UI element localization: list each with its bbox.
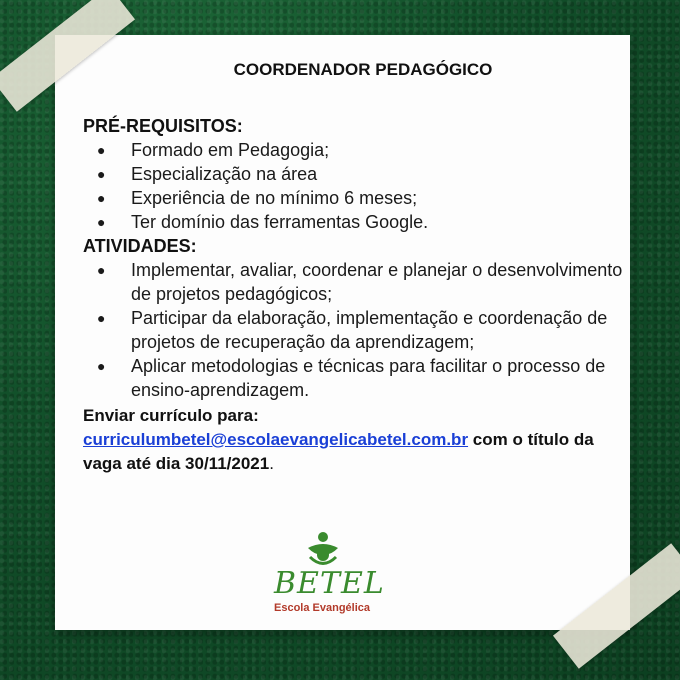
notice-content — [83, 60, 623, 476]
list-item: ● Experiência de no mínimo 6 meses; — [97, 188, 418, 208]
betel-logo — [268, 530, 385, 620]
list-item: ● Aplicar metodologias e técnicas para facilitar o processo de ensino-aprendizagem. — [97, 356, 606, 400]
email-link[interactable]: curriculumbetel@escolaevangelicabetel.com.br — [83, 430, 469, 449]
logo-name: BETEL — [274, 566, 385, 601]
bullet-icon: ● — [97, 142, 106, 158]
page-title: COORDENADOR PEDAGÓGICO — [233, 60, 493, 79]
send-instructions — [83, 404, 623, 476]
activities-list — [83, 258, 623, 402]
people-circle-icon — [268, 530, 378, 570]
send-end: . — [269, 454, 274, 473]
bullet-icon: ● — [97, 190, 106, 206]
bullet-icon: ● — [97, 310, 106, 326]
activities-heading: ATIVIDADES: — [83, 236, 197, 256]
bullet-icon: ● — [97, 358, 106, 374]
send-label: Enviar currículo para: — [83, 406, 259, 425]
prereq-list — [83, 138, 623, 234]
logo-subtitle: Escola Evangélica — [274, 602, 370, 614]
list-item: ● Ter domínio das ferramentas Google. — [97, 212, 429, 232]
send-details: com o título da vaga até dia 30/11/2021 — [83, 430, 594, 473]
list-item: ● Formado em Pedagogia; — [97, 140, 330, 160]
prereq-heading: PRÉ-REQUISITOS: — [83, 116, 243, 136]
list-item: ● Implementar, avaliar, coordenar e planejar o desenvolvimento de projetos pedagógicos; — [97, 260, 623, 304]
list-item: ● Especialização na área — [97, 164, 318, 184]
list-item: ● Participar da elaboração, implementação e coordenação de projetos de recuperação da aprendizagem; — [97, 308, 608, 352]
bullet-icon: ● — [97, 214, 106, 230]
bullet-icon: ● — [97, 166, 106, 182]
bullet-icon: ● — [97, 262, 106, 278]
